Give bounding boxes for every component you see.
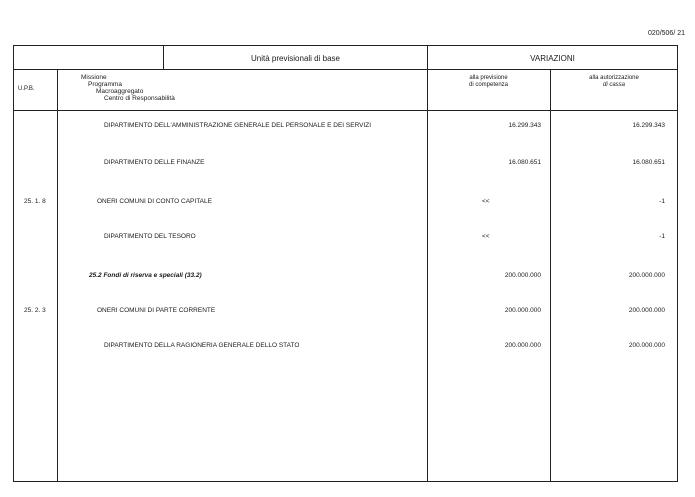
row-label: ONERI COMUNI DI CONTO CAPITALE — [97, 198, 212, 205]
row-cassa: 16.299.343 — [632, 122, 665, 129]
row-label: ONERI COMUNI DI PARTE CORRENTE — [97, 307, 216, 314]
hier-missione: Missione — [81, 74, 107, 81]
upb-column-divider — [57, 69, 58, 482]
col-cassa-line1: alla autorizzazione — [589, 75, 639, 81]
cassa-column-divider — [550, 69, 551, 482]
row-competenza: 200.000.000 — [504, 307, 541, 314]
row-upb: 25. 1. 8 — [24, 198, 46, 205]
col-cassa-line2: di cassa — [602, 82, 625, 88]
col-competenza-line1: alla previsione — [469, 75, 508, 81]
hier-programma: Programma — [88, 81, 122, 88]
row-cassa: 200.000.000 — [628, 342, 665, 349]
values-column-divider — [427, 45, 428, 482]
row-label: DIPARTIMENTO DELLA RAGIONERIA GENERALE DELLO STATO — [104, 342, 300, 349]
col-competenza-header — [427, 75, 550, 89]
row-competenza: << — [482, 198, 490, 205]
row-competenza: 16.299.343 — [508, 122, 541, 129]
row-competenza: 200.000.000 — [504, 342, 541, 349]
header-divider-bottom — [13, 110, 678, 111]
row-upb: 25. 2. 3 — [24, 307, 46, 314]
row-label: DIPARTIMENTO DEL TESORO — [104, 233, 196, 240]
upb-label: U.P.B. — [18, 86, 35, 92]
row-cassa: 200.000.000 — [628, 307, 665, 314]
col-cassa-header — [550, 75, 678, 89]
col-competenza-line2: di competenza — [468, 82, 509, 88]
row-label: DIPARTIMENTO DELL'AMMINISTRAZIONE GENERALE DEL PERSONALE E DEI SERVIZI — [104, 122, 372, 129]
row-competenza: 16.080.651 — [508, 159, 541, 166]
hier-centro-responsabilita: Centro di Responsabilità — [104, 95, 175, 102]
row-cassa: 16.080.651 — [632, 159, 665, 166]
row-label: DIPARTIMENTO DELLE FINANZE — [104, 159, 205, 166]
page-reference: 020/506/ 21 — [648, 30, 685, 37]
unita-title: Unità previsionali di base — [251, 54, 340, 63]
hier-macroaggregato: Macroaggregato — [96, 88, 144, 95]
variazioni-divider — [427, 69, 678, 70]
row-label: 25.2 Fondi di riserva e speciali (33.2) — [89, 272, 202, 279]
row-cassa: 200.000.000 — [628, 272, 665, 279]
row-cassa: -1 — [659, 198, 665, 205]
row-cassa: -1 — [659, 233, 665, 240]
row-competenza: << — [482, 233, 490, 240]
variazioni-title: VARIAZIONI — [530, 54, 575, 63]
row-competenza: 200.000.000 — [504, 272, 541, 279]
